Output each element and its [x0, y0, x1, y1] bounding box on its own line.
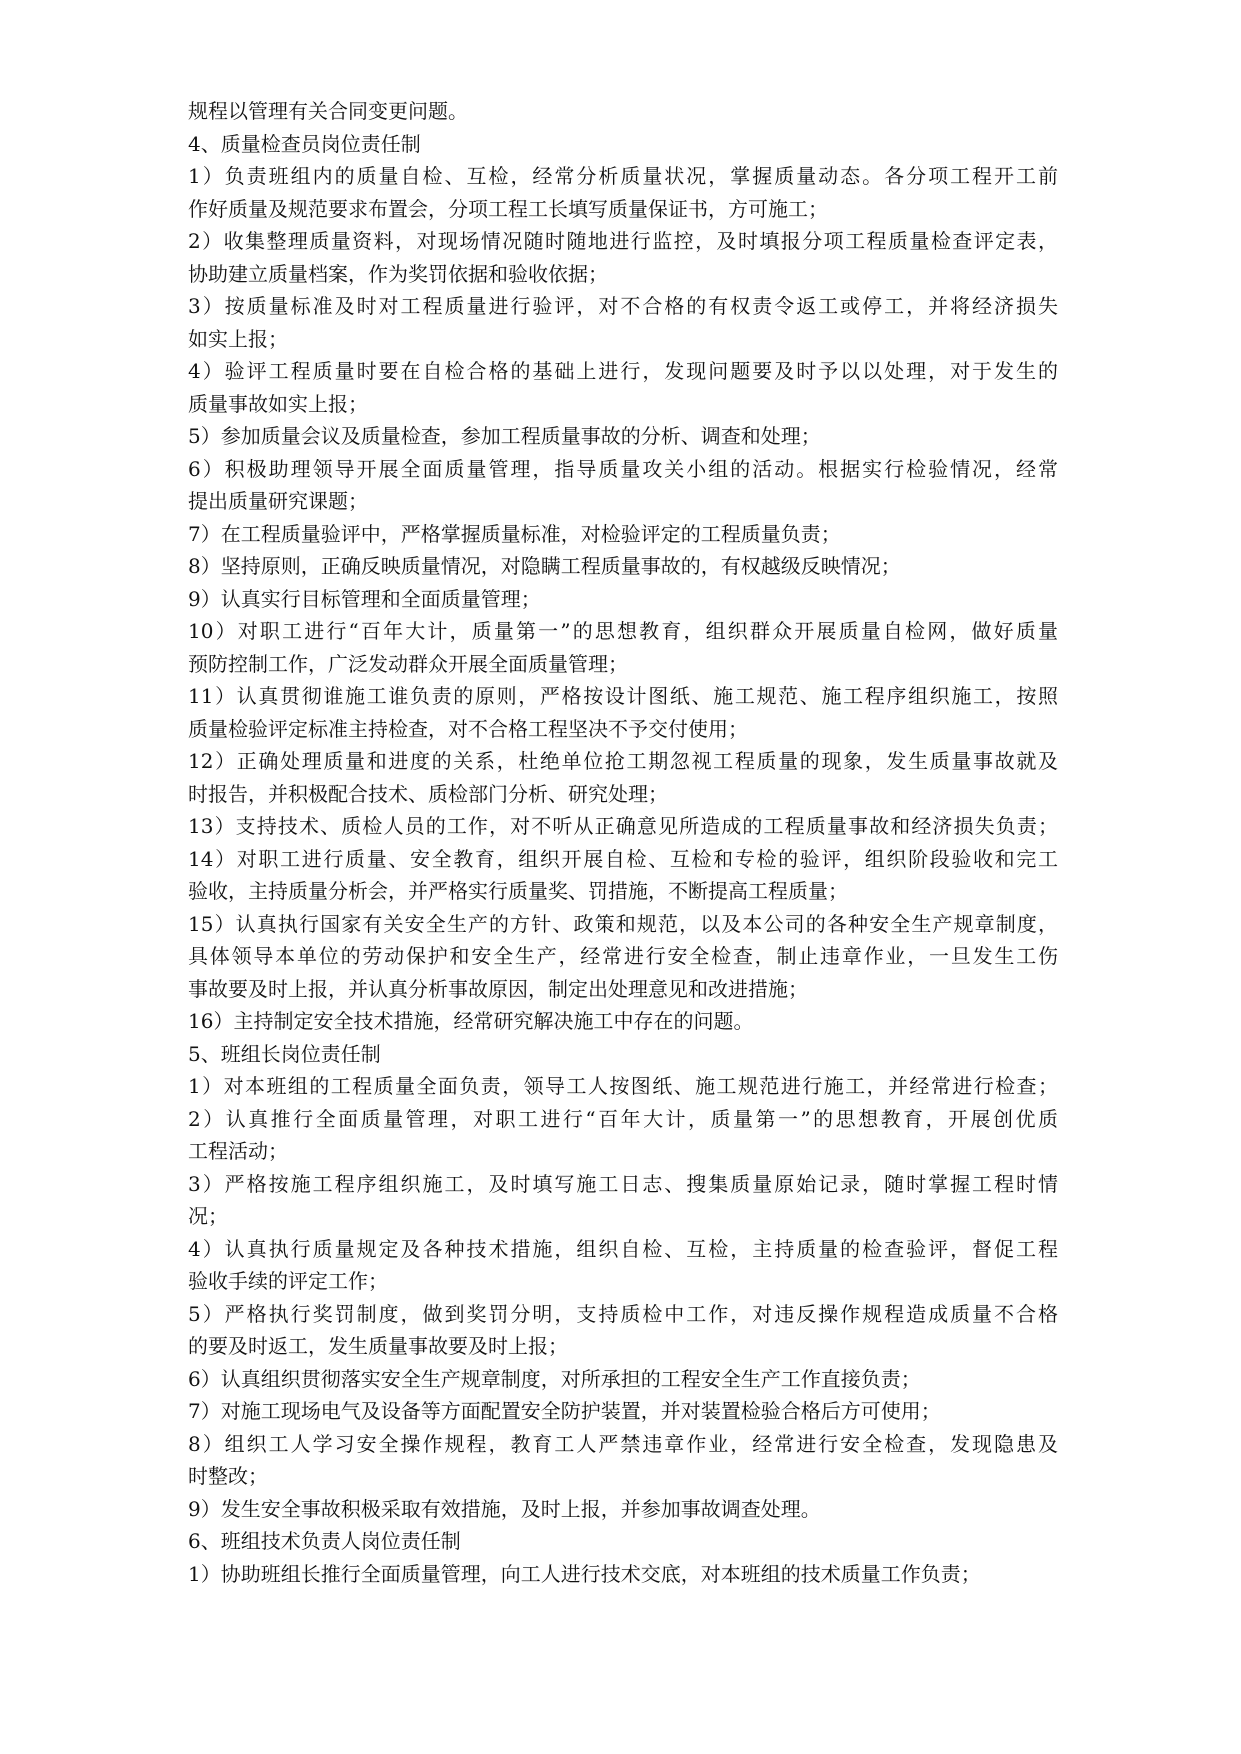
text-line: 5）参加质量会议及质量检查，参加工程质量事故的分析、调查和处理； [188, 424, 821, 448]
text-line: 14）对职工进行质量、安全教育，组织开展自检、互检和专检的验评，组织阶段验收和完工 [188, 846, 1058, 871]
section-heading: 4、质量检查员岗位责任制 [188, 131, 421, 156]
text-line: 1）负责班组内的质量自检、互检，经常分析质量状况，掌握质量动态。各分项工程开工前 [188, 164, 1058, 188]
text-line: 16）主持制定安全技术措施，经常研究解决施工中存在的问题。 [188, 1009, 754, 1033]
text-line: 作好质量及规范要求布置会，分项工程工长填写质量保证书，方可施工； [188, 196, 828, 221]
document-body [188, 95, 1058, 1590]
text-line: 6）积极助理领导开展全面质量管理，指导质量攻关小组的活动。根据实行检验情况，经常 [188, 456, 1058, 481]
text-line: 4）认真执行质量规定及各种技术措施，组织自检、互检，主持质量的检查验评，督促工程 [188, 1236, 1058, 1261]
text-line: 7）对施工现场电气及设备等方面配置安全防护装置，并对装置检验合格后方可使用； [188, 1399, 941, 1423]
text-line: 质量检验评定标准主持检查，对不合格工程坚决不予交付使用； [188, 716, 748, 741]
text-line: 1）协助班组长推行全面质量管理，向工人进行技术交底，对本班组的技术质量工作负责； [188, 1561, 981, 1586]
text-line: 况； [188, 1204, 228, 1228]
text-line: 4）验评工程质量时要在自检合格的基础上进行，发现问题要及时予以以处理，对于发生的 [188, 359, 1058, 383]
section-heading: 5、班组长岗位责任制 [188, 1041, 381, 1066]
text-line: 预防控制工作，广泛发动群众开展全面质量管理； [188, 651, 628, 676]
text-line: 1）对本班组的工程质量全面负责，领导工人按图纸、施工规范进行施工，并经常进行检查； [188, 1074, 1058, 1098]
text-line: 规程以管理有关合同变更问题。 [188, 99, 468, 123]
text-line: 3）按质量标准及时对工程质量进行验评，对不合格的有权责令返工或停工，并将经济损失 [188, 294, 1058, 318]
text-line: 13）支持技术、质检人员的工作，对不听从正确意见所造成的工程质量事故和经济损失负责； [188, 814, 1058, 838]
text-line: 如实上报； [188, 326, 288, 351]
text-line: 具体领导本单位的劳动保护和安全生产，经常进行安全检查，制止违章作业，一旦发生工伤 [188, 944, 1058, 968]
text-line: 7）在工程质量验评中，严格掌握质量标准，对检验评定的工程质量负责； [188, 521, 841, 546]
text-line: 8）组织工人学习安全操作规程，教育工人严禁违章作业，经常进行安全检查，发现隐患及 [188, 1431, 1058, 1456]
text-line: 事故要及时上报，并认真分析事故原因，制定出处理意见和改进措施； [188, 976, 808, 1001]
text-line: 12）正确处理质量和进度的关系，杜绝单位抢工期忽视工程质量的现象，发生质量事故就及 [188, 749, 1058, 773]
text-line: 时报告，并积极配合技术、质检部门分析、研究处理； [188, 781, 668, 806]
text-line: 验收手续的评定工作； [188, 1269, 388, 1293]
text-line: 9）发生安全事故积极采取有效措施，及时上报，并参加事故调查处理。 [188, 1496, 821, 1521]
text-line: 3）严格按施工程序组织施工，及时填写施工日志、搜集质量原始记录，随时掌握工程时情 [188, 1171, 1058, 1196]
text-line: 10）对职工进行“百年大计，质量第一”的思想教育，组织群众开展质量自检网，做好质量 [188, 619, 1058, 643]
text-line: 5）严格执行奖罚制度，做到奖罚分明，支持质检中工作，对违反操作规程造成质量不合格 [188, 1301, 1058, 1326]
text-line: 6）认真组织贯彻落实安全生产规章制度，对所承担的工程安全生产工作直接负责； [188, 1366, 921, 1391]
text-line: 15）认真执行国家有关安全生产的方针、政策和规范，以及本公司的各种安全生产规章制度， [188, 911, 1058, 936]
text-line: 工程活动； [188, 1139, 288, 1163]
text-line: 时整改； [188, 1464, 268, 1488]
text-line: 2）认真推行全面质量管理，对职工进行“百年大计，质量第一”的思想教育，开展创优质 [188, 1106, 1058, 1131]
text-line: 质量事故如实上报； [188, 391, 368, 416]
text-line: 8）坚持原则，正确反映质量情况，对隐瞒工程质量事故的，有权越级反映情况； [188, 554, 901, 578]
text-line: 验收，主持质量分析会，并严格实行质量奖、罚措施，不断提高工程质量； [188, 879, 848, 903]
text-line: 11）认真贯彻谁施工谁负责的原则，严格按设计图纸、施工规范、施工程序组织施工，按照 [188, 684, 1058, 708]
text-line: 协助建立质量档案，作为奖罚依据和验收依据； [188, 261, 608, 286]
text-line: 提出质量研究课题； [188, 489, 368, 513]
section-heading: 6、班组技术负责人岗位责任制 [188, 1529, 461, 1553]
text-line: 9）认真实行目标管理和全面质量管理； [188, 586, 541, 611]
text-line: 2）收集整理质量资料，对现场情况随时随地进行监控，及时填报分项工程质量检查评定表， [188, 229, 1058, 253]
text-line: 的要及时返工，发生质量事故要及时上报； [188, 1334, 568, 1358]
